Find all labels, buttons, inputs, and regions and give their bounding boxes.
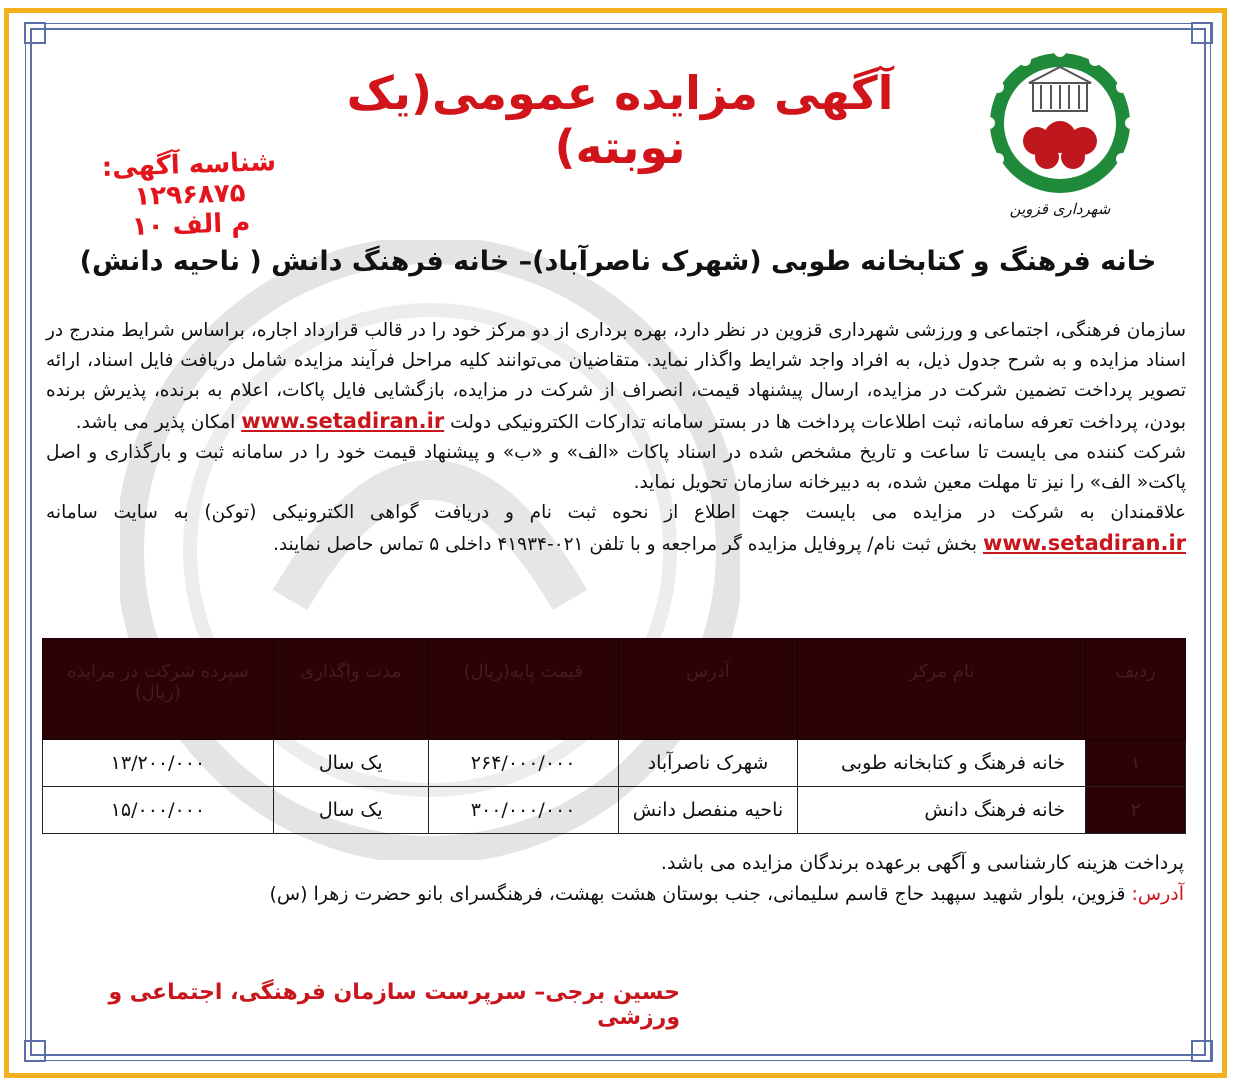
- paragraph-3: [46, 498, 1186, 560]
- cell-deposit: ۱۳/۲۰۰/۰۰۰: [43, 740, 274, 787]
- header-deposit: سپرده شرکت در مزایده (ریال): [43, 639, 274, 740]
- cell-address: ناحیه منفصل دانش: [618, 787, 798, 834]
- cell-base-price: ۲۶۴/۰۰۰/۰۰۰: [428, 740, 618, 787]
- cell-row-number: ۲: [1086, 787, 1186, 834]
- cell-duration: یک سال: [273, 740, 428, 787]
- cell-base-price: ۳۰۰/۰۰۰/۰۰۰: [428, 787, 618, 834]
- table-row: [43, 740, 1186, 787]
- subtitle: خانه فرهنگ و کتابخانه طوبی (شهرک ناصرآباد)– خانه فرهنگ دانش ( ناحیه دانش): [79, 246, 1157, 277]
- qazvin-municipality-logo-icon: [985, 45, 1135, 225]
- header-address: آدرس: [618, 639, 798, 740]
- address-text: قزوین، بلوار شهید سپهبد حاج قاسم سلیمانی، جنب بوستان هشت بهشت، فرهنگسرای بانو حضرت زهرا (س): [269, 883, 1126, 905]
- main-title: آگهی مزایده عمومی(یک نوبته): [346, 66, 894, 174]
- ad-id-line: شناسه آگهی: ۱۲۹۶۸۷۵: [101, 146, 277, 212]
- cell-deposit: ۱۵/۰۰۰/۰۰۰: [43, 787, 274, 834]
- table-header-row: [43, 639, 1186, 740]
- setadiran-link[interactable]: www.setadiran.ir: [241, 409, 445, 433]
- paragraph-3-end: بخش ثبت نام/ پروفایل مزایده گر مراجعه و با تلفن ۰۲۱-۴۱۹۳۴ داخلی ۵ تماس حاصل نمایند.: [272, 534, 978, 555]
- announcement-body: [46, 316, 1186, 560]
- cell-center-name: خانه فرهنگ دانش: [798, 787, 1086, 834]
- table-row: [43, 787, 1186, 834]
- address-label: آدرس:: [1131, 883, 1184, 905]
- ad-id-stamp: [59, 145, 322, 244]
- cell-center-name: خانه فرهنگ و کتابخانه طوبی: [798, 740, 1086, 787]
- paragraph-2: شرکت کننده می بایست تا ساعت و تاریخ مشخص شده در اسناد پاکات «الف» و «ب» و پیشنهاد قیمت خود را در سامانه ثبت و بارگذاری و اصل پاکت« الف» را نیز تا مهلت معین شده، به دبیرخانه سازمان تحویل نماید.: [46, 442, 1186, 493]
- frame-corner: [1191, 22, 1213, 44]
- cell-row-number: ۱: [1086, 740, 1186, 787]
- paragraph-1-text: سازمان فرهنگی، اجتماعی و ورزشی شهرداری قزوین در نظر دارد، بهره برداری از دو مرکز خود را در قالب قرارداد اجاره، براساس شرایط مندرج در اسناد مزایده و به شرح جدول ذیل، به افراد واجد شرایط واگذار نماید. متقاضیان می‌توانند کلیه مراحل فرآیند مزایده شامل دریافت فایل اسناد، ارائه تصویر پرداخت تضمین شرکت در مزایده، ارسال پیشنهاد قیمت، انصراف از شرکت در مزایده، بازگشایی فایل پاکات، اعلام به برنده، پذیرش برنده بودن، پرداخت تعرفه سامانه، ثبت اطلاعات پرداخت ها در بستر سامانه تدارکات الکترونیکی دولت: [46, 320, 1186, 433]
- frame-corner: [1191, 1040, 1213, 1062]
- ad-id-line: م الف ۱۰: [131, 207, 251, 243]
- header-center-name: نام مرکز: [798, 639, 1086, 740]
- paragraph-1-end: امکان پذیر می باشد.: [75, 412, 236, 433]
- cost-note: پرداخت هزینه کارشناسی و آگهی برعهده برندگان مزایده می باشد.: [660, 852, 1184, 874]
- setadiran-link[interactable]: www.setadiran.ir: [982, 531, 1186, 555]
- frame-corner: [24, 22, 46, 44]
- cell-address: شهرک ناصرآباد: [618, 740, 798, 787]
- signature: حسین برجی– سرپرست سازمان فرهنگی، اجتماعی و ورزشی: [108, 980, 680, 1030]
- auction-table: [42, 638, 1186, 834]
- header-duration: مدت واگذاری: [273, 639, 428, 740]
- frame-corner: [24, 1040, 46, 1062]
- paragraph-3-text: علاقمندان به شرکت در مزایده می بایست جهت اطلاع از نحوه ثبت نام و دریافت گواهی الکترونیکی (توکن) به سایت سامانه: [46, 502, 1186, 523]
- header-row-number: ردیف: [1086, 639, 1186, 740]
- header-base-price: قیمت پایه(ریال): [428, 639, 618, 740]
- cell-duration: یک سال: [273, 787, 428, 834]
- logo-caption: شهرداری قزوین: [1009, 200, 1111, 218]
- paragraph-1: [46, 316, 1186, 438]
- address-line: [200, 879, 1184, 910]
- footer-notes: [200, 848, 1184, 910]
